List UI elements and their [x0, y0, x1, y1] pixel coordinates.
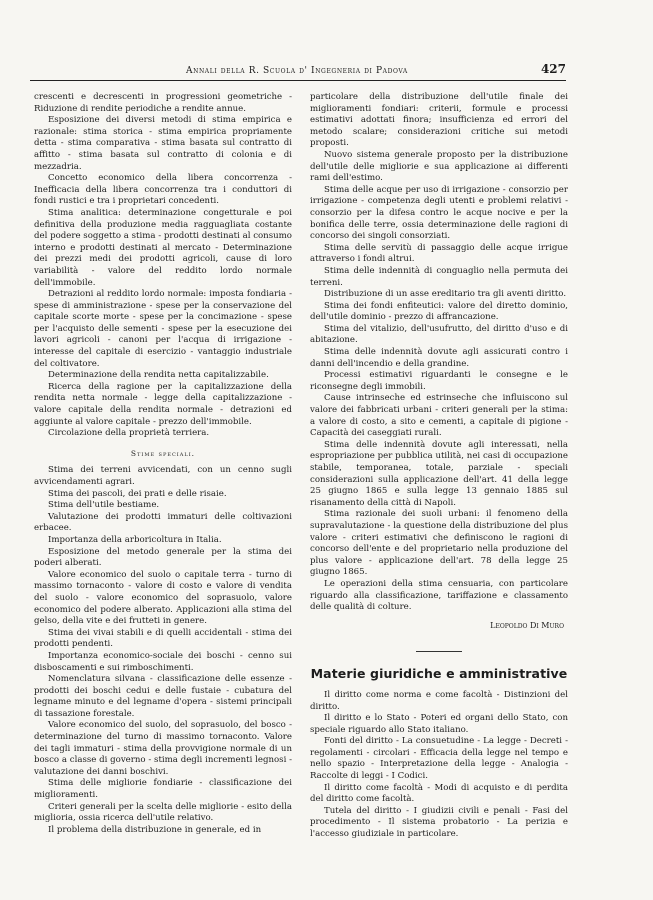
paragraph: Valutazione dei prodotti immaturi delle coltivazioni erbacee. [34, 511, 292, 534]
page-number: 427 [540, 62, 566, 76]
paragraph: Cause intrinseche ed estrinseche che influiscono sul valore dei fabbricati urbani - criteri generali per la stima: a valore di costo, a sito e cementi, a capitale di pigione - Capacità dei caseggiati rurali. [310, 393, 568, 439]
paragraph: Stima delle indennità dovute agli assicurati contro i danni dell'incendio e della grandine. [310, 347, 568, 369]
paragraph: Stima delle servitù di passaggio delle acque irrigue attraverso i fondi altrui. [310, 242, 568, 265]
paragraph: Stima razionale dei suoli urbani: il fenomeno della supravalutazione - la questione della distribuzione del plus valore - criteri estimativi che definiscono le ragioni di concorso dell'ente e del proprietario nella produzione del plus valore - applicazione dell'art. 78 della legge 25 giugno 1865. [310, 509, 568, 578]
paragraph: Valore economico del suolo, del soprasuolo, del bosco - determinazione del turno di massimo tornaconto. Valore dei tagli immaturi - stima della provvigione normale di un bosco a classe di governo - stima degli incrementi legnosi - valutazione dei danni boschivi. [34, 720, 292, 777]
paragraph: Stima dell'utile bestiame. [48, 500, 160, 511]
paragraph: Nomenclatura silvana - classificazione delle essenze - prodotti dei boschi cedui e delle fustaie - cubatura del legname minuto e del legname d'opera - sistemi principali di tassazione forestale. [34, 674, 292, 719]
paragraph: Esposizione del metodo generale per la stima dei poderi alberati. [34, 546, 292, 569]
paragraph: Importanza economico-sociale dei boschi - cenno sui disboscamenti e sui rimboschimenti. [34, 650, 292, 673]
paragraph: Il diritto come norma e come facoltà - Distinzioni del diritto. [310, 689, 568, 712]
author-signature: Leopoldo Di Muro [490, 620, 564, 630]
paragraph: Il diritto e lo Stato - Poteri ed organi dello Stato, con speciale riguardo allo Stato italiano. [310, 713, 568, 735]
paragraph: Stima analitica: determinazione congetturale e poi definitiva della produzione media ragguagliata costante del podere soggetto a stima - prodotti destinati al consumo interno e prodotti destinati al mercato - Determinazione dei prezzi medi dei prodotti agricoli, cause di loro variabilità - valore del reddito lordo normale dell'immobile. [34, 207, 292, 288]
paragraph: Stima delle indennità dovute agli interessati, nella espropriazione per pubblica utilità, nei casi di occupazione stabile, temporanea, totale, parziale - speciali considerazioni sulla applicazione dell'art. 41 della legge 25 giugno 1865 e sulla legge 13 gennaio 1885 sul risanamento della città di Napoli. [310, 439, 568, 508]
running-header [30, 62, 566, 81]
paragraph: particolare della distribuzione dell'utile finale dei miglioramenti fondiari: criterii, formule e processi estimativi adottati finora; insufficienza ed errori del metodo scalare; considerazioni critiche sui metodi proposti. [310, 92, 568, 149]
paragraph: Esposizione dei diversi metodi di stima empirica e razionale: stima storica - stima empirica propriamente detta - stima comparativa - stima basata sul contratto di affitto - stima basata sul contratto di colonia e di mezzadria. [34, 115, 292, 172]
paragraph: Ricerca della ragione per la capitalizzazione della rendita netta normale - legge della capitalizzazione - valore capitale della rendita normale - detrazioni ed aggiunte al valore capitale - prezzo dell'immobile. [34, 381, 292, 427]
section-title: Materie giuridiche e amministrative [310, 666, 568, 682]
right-column [310, 92, 568, 841]
paragraph: Stima dei fondi enfiteutici: valore del diretto dominio, dell'utile dominio - prezzo di affrancazione. [310, 300, 568, 323]
paragraph: Nuovo sistema generale proposto per la distribuzione dell'utile delle migliorie e sua applicazione ai differenti rami dell'estimo. [310, 149, 568, 184]
paragraph: Importanza della arboricoltura in Italia. [48, 534, 222, 545]
paragraph: Il diritto come facoltà - Modi di acquisto e di perdita del diritto come facoltà. [310, 782, 568, 805]
left-column [34, 92, 292, 836]
paragraph: Stima delle acque per uso di irrigazione - consorzio per irrigazione - competenza degli utenti e problemi relativi - consorzio per la difesa contro le acque nocive e per la bonifica delle terre, ossia determinazione delle ragioni di concorso dei singoli consorziati. [310, 184, 568, 242]
paragraph: Il problema della distribuzione in generale, ed in [48, 824, 262, 835]
paragraph: Determinazione della rendita netta capitalizzabile. [48, 370, 269, 381]
paragraph: Le operazioni della stima censuaria, con particolare riguardo alla classificazione, tariffazione e classamento delle qualità di colture. [310, 578, 568, 613]
paragraph: Valore economico del suolo o capitale terra - turno di massimo tornaconto - valore di costo e valore di vendita del suolo - valore economico del soprasuolo, valore economico del podere alberato. Applicazioni alla stima del gelso, della vite e dei frutteti in genere. [34, 569, 292, 627]
section-divider [416, 651, 462, 652]
paragraph: Detrazioni al reddito lordo normale: imposta fondiaria - spese di amministrazione - spese per la conservazione del capitale scorte morte - spese per la concimazione - spese per l'acquisto delle sementi - spese per la esecuzione dei lavori agricoli - canoni per l'acqua di irrigazione - interesse del capitale di esercizio - vantaggio industriale del coltivatore. [34, 289, 292, 369]
paragraph: Stima delle migliorie fondiarie - classificazione dei miglioramenti. [34, 778, 292, 801]
paragraph: Concetto economico della libera concorrenza - Inefficacia della libera concorrenza tra i conduttori di fondi rustici e tra i proprietari concedenti. [34, 173, 292, 207]
paragraph: Criteri generali per la scelta delle migliorie - esito della miglioria, ossia ricerca dell'utile relativo. [34, 801, 292, 824]
paragraph: Stima dei terreni avvicendati, con un cenno sugli avvicendamenti agrari. [34, 465, 292, 487]
paragraph: crescenti e decrescenti in progressioni geometriche - Riduzione di rendite periodiche a rendite annue. [34, 92, 292, 114]
paragraph: Fonti del diritto - La consuetudine - La legge - Decreti - regolamenti - circolari - Efficacia della legge nel tempo e nello spazio - Interpretazione della legge - Analogia - Raccolte di leggi - I Codici. [310, 736, 568, 782]
paragraph: Circolazione della proprietà terriera. [48, 428, 210, 439]
paragraph: Processi estimativi riguardanti le consegne e le riconsegne degli immobili. [310, 370, 568, 392]
paragraph: Tutela del diritto - I giudizii civili e penali - Fasi del procedimento - Il sistema probatorio - La perizia e l'accesso giudiziale in particolare. [310, 805, 568, 840]
paragraph: Stima del vitalizio, dell'usufrutto, del diritto d'uso e di abitazione. [310, 323, 568, 346]
subheading: Stime speciali. [130, 448, 196, 458]
paragraph: Stima dei vivai stabili e di quelli accidentali - stima dei prodotti pendenti. [34, 627, 292, 650]
journal-title: Annali della R. Scuola d' Ingegneria di Padova [186, 66, 408, 76]
paragraph: Stima dei pascoli, dei prati e delle risaie. [48, 488, 227, 499]
paragraph: Distribuzione di un asse ereditario tra gli aventi diritto. [324, 289, 567, 300]
paragraph: Stima delle indennità di conguaglio nella permuta dei terreni. [310, 265, 568, 288]
